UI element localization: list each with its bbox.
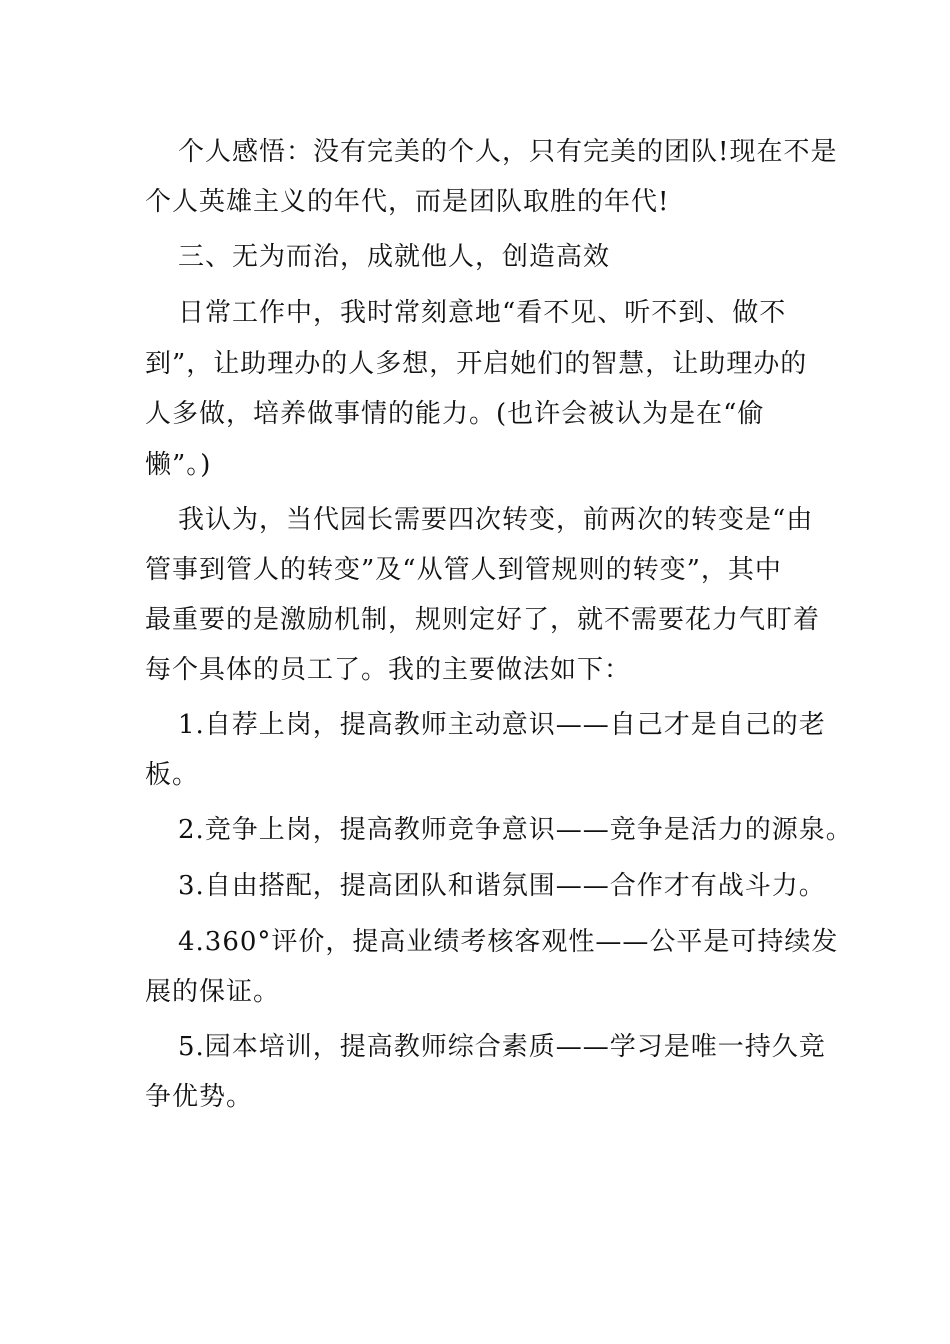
paragraph-line: 到”，让助理办的人多想，开启她们的智慧，让助理办的 — [145, 349, 808, 379]
list-item-continuation: 板。 — [145, 760, 200, 790]
paragraph-line: 人多做，培养做事情的能力。(也许会被认为是在“偷 — [145, 399, 765, 429]
paragraph-line: 个人感悟：没有完美的个人，只有完美的团队!现在不是 — [178, 137, 838, 167]
list-item: 5.园本培训，提高教师综合素质——学习是唯一持久竞 — [178, 1032, 826, 1062]
paragraph-line: 日常工作中，我时常刻意地“看不见、听不到、做不 — [178, 298, 787, 328]
paragraph-line: 管事到管人的转变”及“从管人到管规则的转变”，其中 — [145, 555, 782, 585]
list-item: 3.自由搭配，提高团队和谐氛围——合作才有战斗力。 — [178, 871, 826, 901]
paragraph-line: 个人英雄主义的年代，而是团队取胜的年代! — [145, 187, 670, 217]
section-heading: 三、无为而治，成就他人，创造高效 — [178, 242, 611, 272]
paragraph-line: 懒”。) — [145, 450, 212, 480]
list-item: 4.360°评价，提高业绩考核客观性——公平是可持续发 — [178, 927, 839, 957]
list-item-continuation: 争优势。 — [145, 1082, 254, 1112]
list-item: 2.竞争上岗，提高教师竞争意识——竞争是活力的源泉。 — [178, 815, 853, 845]
paragraph-line: 每个具体的员工了。我的主要做法如下： — [145, 655, 632, 685]
paragraph-line: 我认为，当代园长需要四次转变，前两次的转变是“由 — [178, 505, 814, 535]
list-item-continuation: 展的保证。 — [145, 977, 281, 1007]
list-item: 1.自荐上岗，提高教师主动意识——自己才是自己的老 — [178, 710, 826, 740]
paragraph-line: 最重要的是激励机制，规则定好了，就不需要花力气盯着 — [145, 605, 821, 635]
